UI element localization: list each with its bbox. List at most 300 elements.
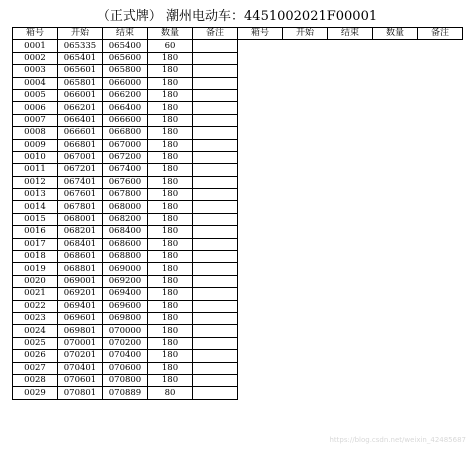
cell-empty bbox=[328, 387, 373, 399]
cell-empty bbox=[283, 374, 328, 386]
cell-empty bbox=[418, 387, 463, 399]
cell-quantity: 180 bbox=[148, 300, 193, 312]
table-row bbox=[13, 40, 463, 52]
cell-quantity: 180 bbox=[148, 176, 193, 188]
cell-empty bbox=[283, 52, 328, 64]
cell-start: 067401 bbox=[58, 176, 103, 188]
cell-empty bbox=[328, 362, 373, 374]
table-row bbox=[13, 127, 463, 139]
cell-remark bbox=[193, 350, 238, 362]
cell-empty bbox=[238, 312, 283, 324]
cell-start: 067801 bbox=[58, 201, 103, 213]
cell-empty bbox=[328, 40, 373, 52]
table-row bbox=[13, 102, 463, 114]
cell-box-no: 0023 bbox=[13, 312, 58, 324]
table-row bbox=[13, 275, 463, 287]
cell-empty bbox=[238, 176, 283, 188]
table-row bbox=[13, 362, 463, 374]
cell-start: 068801 bbox=[58, 263, 103, 275]
cell-end: 065600 bbox=[103, 52, 148, 64]
cell-box-no: 0007 bbox=[13, 114, 58, 126]
cell-start: 065335 bbox=[58, 40, 103, 52]
cell-quantity: 180 bbox=[148, 226, 193, 238]
table-row bbox=[13, 164, 463, 176]
cell-empty bbox=[418, 288, 463, 300]
cell-box-no: 0013 bbox=[13, 189, 58, 201]
cell-empty bbox=[283, 350, 328, 362]
cell-box-no: 0006 bbox=[13, 102, 58, 114]
cell-empty bbox=[373, 213, 418, 225]
cell-quantity: 180 bbox=[148, 139, 193, 151]
header-remark: 备注 bbox=[193, 28, 238, 40]
cell-empty bbox=[283, 300, 328, 312]
cell-box-no: 0008 bbox=[13, 127, 58, 139]
cell-empty bbox=[238, 275, 283, 287]
cell-empty bbox=[283, 238, 328, 250]
cell-box-no: 0002 bbox=[13, 52, 58, 64]
table-row bbox=[13, 189, 463, 201]
cell-empty bbox=[283, 176, 328, 188]
cell-empty bbox=[238, 251, 283, 263]
cell-end: 066400 bbox=[103, 102, 148, 114]
cell-box-no: 0010 bbox=[13, 151, 58, 163]
cell-empty bbox=[418, 176, 463, 188]
cell-end: 065400 bbox=[103, 40, 148, 52]
cell-remark bbox=[193, 52, 238, 64]
cell-empty bbox=[418, 362, 463, 374]
cell-empty bbox=[373, 312, 418, 324]
cell-empty bbox=[373, 325, 418, 337]
cell-box-no: 0022 bbox=[13, 300, 58, 312]
table-row bbox=[13, 213, 463, 225]
cell-end: 066800 bbox=[103, 127, 148, 139]
cell-box-no: 0027 bbox=[13, 362, 58, 374]
cell-end: 067400 bbox=[103, 164, 148, 176]
cell-quantity: 180 bbox=[148, 77, 193, 89]
watermark: https://blog.csdn.net/weixin_42485687 bbox=[329, 436, 466, 444]
cell-empty bbox=[418, 251, 463, 263]
cell-empty bbox=[328, 151, 373, 163]
cell-start: 070801 bbox=[58, 387, 103, 399]
cell-remark bbox=[193, 263, 238, 275]
cell-empty bbox=[328, 52, 373, 64]
cell-empty bbox=[418, 189, 463, 201]
cell-empty bbox=[328, 65, 373, 77]
cell-box-no: 0025 bbox=[13, 337, 58, 349]
cell-start: 069201 bbox=[58, 288, 103, 300]
cell-empty bbox=[238, 151, 283, 163]
cell-box-no: 0021 bbox=[13, 288, 58, 300]
header-end-2: 结束 bbox=[328, 28, 373, 40]
cell-quantity: 180 bbox=[148, 213, 193, 225]
cell-empty bbox=[373, 387, 418, 399]
cell-empty bbox=[283, 387, 328, 399]
cell-empty bbox=[418, 127, 463, 139]
cell-remark bbox=[193, 251, 238, 263]
cell-empty bbox=[283, 362, 328, 374]
cell-empty bbox=[238, 127, 283, 139]
cell-start: 068201 bbox=[58, 226, 103, 238]
cell-box-no: 0016 bbox=[13, 226, 58, 238]
cell-empty bbox=[418, 337, 463, 349]
cell-start: 067001 bbox=[58, 151, 103, 163]
cell-end: 068600 bbox=[103, 238, 148, 250]
cell-remark bbox=[193, 77, 238, 89]
cell-empty bbox=[418, 300, 463, 312]
cell-empty bbox=[238, 201, 283, 213]
cell-empty bbox=[238, 362, 283, 374]
cell-start: 067201 bbox=[58, 164, 103, 176]
cell-empty bbox=[373, 189, 418, 201]
cell-empty bbox=[418, 102, 463, 114]
cell-empty bbox=[373, 337, 418, 349]
table-row bbox=[13, 176, 463, 188]
cell-start: 070401 bbox=[58, 362, 103, 374]
cell-start: 068601 bbox=[58, 251, 103, 263]
cell-empty bbox=[373, 164, 418, 176]
cell-quantity: 180 bbox=[148, 52, 193, 64]
header-start: 开始 bbox=[58, 28, 103, 40]
cell-empty bbox=[238, 263, 283, 275]
cell-empty bbox=[328, 300, 373, 312]
cell-end: 065800 bbox=[103, 65, 148, 77]
cell-empty bbox=[283, 77, 328, 89]
cell-empty bbox=[328, 337, 373, 349]
table-body bbox=[13, 40, 463, 399]
cell-remark bbox=[193, 102, 238, 114]
table-row bbox=[13, 89, 463, 101]
table-row bbox=[13, 387, 463, 399]
cell-quantity: 180 bbox=[148, 288, 193, 300]
cell-empty bbox=[373, 77, 418, 89]
cell-start: 065801 bbox=[58, 77, 103, 89]
cell-empty bbox=[373, 288, 418, 300]
table-row bbox=[13, 312, 463, 324]
cell-end: 068400 bbox=[103, 226, 148, 238]
cell-empty bbox=[373, 275, 418, 287]
cell-box-no: 0011 bbox=[13, 164, 58, 176]
cell-empty bbox=[328, 213, 373, 225]
cell-empty bbox=[328, 350, 373, 362]
cell-quantity: 180 bbox=[148, 151, 193, 163]
cell-quantity: 180 bbox=[148, 374, 193, 386]
cell-empty bbox=[328, 127, 373, 139]
cell-start: 070601 bbox=[58, 374, 103, 386]
cell-empty bbox=[328, 189, 373, 201]
cell-empty bbox=[328, 374, 373, 386]
cell-end: 069400 bbox=[103, 288, 148, 300]
table-row bbox=[13, 77, 463, 89]
cell-start: 070201 bbox=[58, 350, 103, 362]
cell-empty bbox=[418, 40, 463, 52]
cell-empty bbox=[373, 374, 418, 386]
cell-remark bbox=[193, 213, 238, 225]
cell-end: 067800 bbox=[103, 189, 148, 201]
cell-remark bbox=[193, 362, 238, 374]
cell-empty bbox=[373, 102, 418, 114]
spreadsheet-sheet bbox=[12, 7, 462, 400]
cell-start: 069001 bbox=[58, 275, 103, 287]
cell-end: 070400 bbox=[103, 350, 148, 362]
cell-box-no: 0019 bbox=[13, 263, 58, 275]
header-box-no-2: 箱号 bbox=[238, 28, 283, 40]
cell-empty bbox=[283, 65, 328, 77]
header-start-2: 开始 bbox=[283, 28, 328, 40]
cell-empty bbox=[283, 251, 328, 263]
cell-empty bbox=[238, 288, 283, 300]
cell-empty bbox=[238, 337, 283, 349]
cell-remark bbox=[193, 139, 238, 151]
cell-quantity: 180 bbox=[148, 350, 193, 362]
table-row bbox=[13, 52, 463, 64]
cell-box-no: 0015 bbox=[13, 213, 58, 225]
cell-start: 065401 bbox=[58, 52, 103, 64]
cell-remark bbox=[193, 89, 238, 101]
cell-remark bbox=[193, 40, 238, 52]
cell-quantity: 180 bbox=[148, 127, 193, 139]
cell-empty bbox=[238, 325, 283, 337]
cell-empty bbox=[373, 263, 418, 275]
cell-empty bbox=[238, 65, 283, 77]
cell-empty bbox=[418, 238, 463, 250]
cell-start: 065601 bbox=[58, 65, 103, 77]
cell-quantity: 180 bbox=[148, 189, 193, 201]
cell-empty bbox=[328, 201, 373, 213]
cell-remark bbox=[193, 300, 238, 312]
cell-empty bbox=[238, 374, 283, 386]
cell-empty bbox=[373, 52, 418, 64]
cell-empty bbox=[418, 374, 463, 386]
cell-empty bbox=[238, 189, 283, 201]
table-row bbox=[13, 374, 463, 386]
cell-empty bbox=[373, 238, 418, 250]
cell-empty bbox=[283, 114, 328, 126]
cell-empty bbox=[373, 40, 418, 52]
cell-empty bbox=[418, 226, 463, 238]
table-row bbox=[13, 325, 463, 337]
sheet-title: （正式牌） 潮州电动车：4451002021F00001 bbox=[96, 9, 378, 24]
cell-end: 067600 bbox=[103, 176, 148, 188]
cell-empty bbox=[238, 77, 283, 89]
cell-empty bbox=[328, 275, 373, 287]
cell-empty bbox=[418, 213, 463, 225]
table-row bbox=[13, 114, 463, 126]
cell-empty bbox=[283, 226, 328, 238]
cell-box-no: 0026 bbox=[13, 350, 58, 362]
cell-empty bbox=[328, 288, 373, 300]
cell-empty bbox=[373, 151, 418, 163]
cell-remark bbox=[193, 387, 238, 399]
cell-end: 070600 bbox=[103, 362, 148, 374]
cell-remark bbox=[193, 151, 238, 163]
cell-empty bbox=[328, 77, 373, 89]
cell-empty bbox=[328, 238, 373, 250]
cell-box-no: 0014 bbox=[13, 201, 58, 213]
cell-empty bbox=[238, 226, 283, 238]
table-row bbox=[13, 263, 463, 275]
cell-box-no: 0001 bbox=[13, 40, 58, 52]
cell-empty bbox=[373, 350, 418, 362]
cell-box-no: 0018 bbox=[13, 251, 58, 263]
cell-empty bbox=[238, 213, 283, 225]
cell-remark bbox=[193, 114, 238, 126]
cell-empty bbox=[373, 201, 418, 213]
cell-box-no: 0020 bbox=[13, 275, 58, 287]
cell-empty bbox=[328, 325, 373, 337]
cell-empty bbox=[418, 151, 463, 163]
table-row bbox=[13, 201, 463, 213]
header-quantity: 数量 bbox=[148, 28, 193, 40]
cell-empty bbox=[418, 350, 463, 362]
cell-start: 066601 bbox=[58, 127, 103, 139]
cell-end: 066600 bbox=[103, 114, 148, 126]
cell-start: 066801 bbox=[58, 139, 103, 151]
cell-empty bbox=[238, 300, 283, 312]
cell-empty bbox=[238, 40, 283, 52]
cell-empty bbox=[283, 275, 328, 287]
cell-empty bbox=[418, 325, 463, 337]
table-row bbox=[13, 350, 463, 362]
cell-empty bbox=[283, 201, 328, 213]
cell-end: 068800 bbox=[103, 251, 148, 263]
cell-end: 070200 bbox=[103, 337, 148, 349]
cell-empty bbox=[238, 52, 283, 64]
cell-box-no: 0003 bbox=[13, 65, 58, 77]
cell-empty bbox=[418, 164, 463, 176]
cell-empty bbox=[418, 89, 463, 101]
cell-empty bbox=[238, 350, 283, 362]
cell-box-no: 0017 bbox=[13, 238, 58, 250]
cell-empty bbox=[283, 89, 328, 101]
cell-quantity: 60 bbox=[148, 40, 193, 52]
cell-empty bbox=[238, 139, 283, 151]
cell-empty bbox=[418, 139, 463, 151]
table-row bbox=[13, 300, 463, 312]
cell-empty bbox=[373, 300, 418, 312]
cell-end: 067200 bbox=[103, 151, 148, 163]
cell-empty bbox=[373, 127, 418, 139]
cell-remark bbox=[193, 288, 238, 300]
cell-start: 068401 bbox=[58, 238, 103, 250]
cell-remark bbox=[193, 127, 238, 139]
cell-empty bbox=[328, 164, 373, 176]
cell-empty bbox=[283, 139, 328, 151]
cell-empty bbox=[283, 213, 328, 225]
cell-remark bbox=[193, 374, 238, 386]
cell-remark bbox=[193, 164, 238, 176]
cell-end: 069000 bbox=[103, 263, 148, 275]
table-row bbox=[13, 151, 463, 163]
cell-quantity: 80 bbox=[148, 387, 193, 399]
cell-empty bbox=[238, 102, 283, 114]
header-row bbox=[13, 28, 463, 40]
cell-empty bbox=[418, 52, 463, 64]
cell-remark bbox=[193, 275, 238, 287]
cell-empty bbox=[328, 139, 373, 151]
cell-quantity: 180 bbox=[148, 238, 193, 250]
cell-empty bbox=[418, 312, 463, 324]
cell-quantity: 180 bbox=[148, 275, 193, 287]
cell-empty bbox=[283, 151, 328, 163]
cell-empty bbox=[373, 65, 418, 77]
cell-end: 070889 bbox=[103, 387, 148, 399]
cell-empty bbox=[418, 65, 463, 77]
cell-start: 069401 bbox=[58, 300, 103, 312]
cell-empty bbox=[418, 263, 463, 275]
cell-empty bbox=[418, 114, 463, 126]
cell-empty bbox=[283, 164, 328, 176]
cell-start: 070001 bbox=[58, 337, 103, 349]
cell-empty bbox=[373, 114, 418, 126]
cell-remark bbox=[193, 65, 238, 77]
cell-quantity: 180 bbox=[148, 325, 193, 337]
table-row bbox=[13, 337, 463, 349]
box-table bbox=[12, 27, 463, 400]
cell-empty bbox=[283, 102, 328, 114]
cell-end: 069800 bbox=[103, 312, 148, 324]
cell-empty bbox=[373, 176, 418, 188]
cell-quantity: 180 bbox=[148, 164, 193, 176]
cell-box-no: 0012 bbox=[13, 176, 58, 188]
cell-box-no: 0005 bbox=[13, 89, 58, 101]
cell-quantity: 180 bbox=[148, 312, 193, 324]
cell-quantity: 180 bbox=[148, 114, 193, 126]
cell-remark bbox=[193, 238, 238, 250]
cell-empty bbox=[373, 139, 418, 151]
cell-empty bbox=[238, 164, 283, 176]
cell-end: 070000 bbox=[103, 325, 148, 337]
cell-end: 066000 bbox=[103, 77, 148, 89]
cell-empty bbox=[283, 312, 328, 324]
table-row bbox=[13, 139, 463, 151]
cell-box-no: 0004 bbox=[13, 77, 58, 89]
cell-quantity: 180 bbox=[148, 89, 193, 101]
cell-empty bbox=[328, 226, 373, 238]
cell-end: 067000 bbox=[103, 139, 148, 151]
cell-quantity: 180 bbox=[148, 263, 193, 275]
cell-remark bbox=[193, 325, 238, 337]
cell-empty bbox=[328, 114, 373, 126]
cell-quantity: 180 bbox=[148, 65, 193, 77]
cell-empty bbox=[418, 201, 463, 213]
cell-box-no: 0028 bbox=[13, 374, 58, 386]
cell-quantity: 180 bbox=[148, 362, 193, 374]
table-row bbox=[13, 251, 463, 263]
cell-start: 066201 bbox=[58, 102, 103, 114]
cell-end: 069600 bbox=[103, 300, 148, 312]
cell-remark bbox=[193, 201, 238, 213]
cell-empty bbox=[238, 89, 283, 101]
cell-empty bbox=[283, 127, 328, 139]
cell-quantity: 180 bbox=[148, 337, 193, 349]
cell-box-no: 0009 bbox=[13, 139, 58, 151]
header-quantity-2: 数量 bbox=[373, 28, 418, 40]
cell-quantity: 180 bbox=[148, 102, 193, 114]
cell-start: 069801 bbox=[58, 325, 103, 337]
cell-remark bbox=[193, 337, 238, 349]
cell-empty bbox=[238, 114, 283, 126]
cell-empty bbox=[328, 263, 373, 275]
cell-remark bbox=[193, 312, 238, 324]
cell-empty bbox=[328, 89, 373, 101]
cell-box-no: 0024 bbox=[13, 325, 58, 337]
header-remark-2: 备注 bbox=[418, 28, 463, 40]
table-row bbox=[13, 65, 463, 77]
cell-end: 068200 bbox=[103, 213, 148, 225]
cell-empty bbox=[373, 362, 418, 374]
cell-end: 069200 bbox=[103, 275, 148, 287]
table-row bbox=[13, 226, 463, 238]
